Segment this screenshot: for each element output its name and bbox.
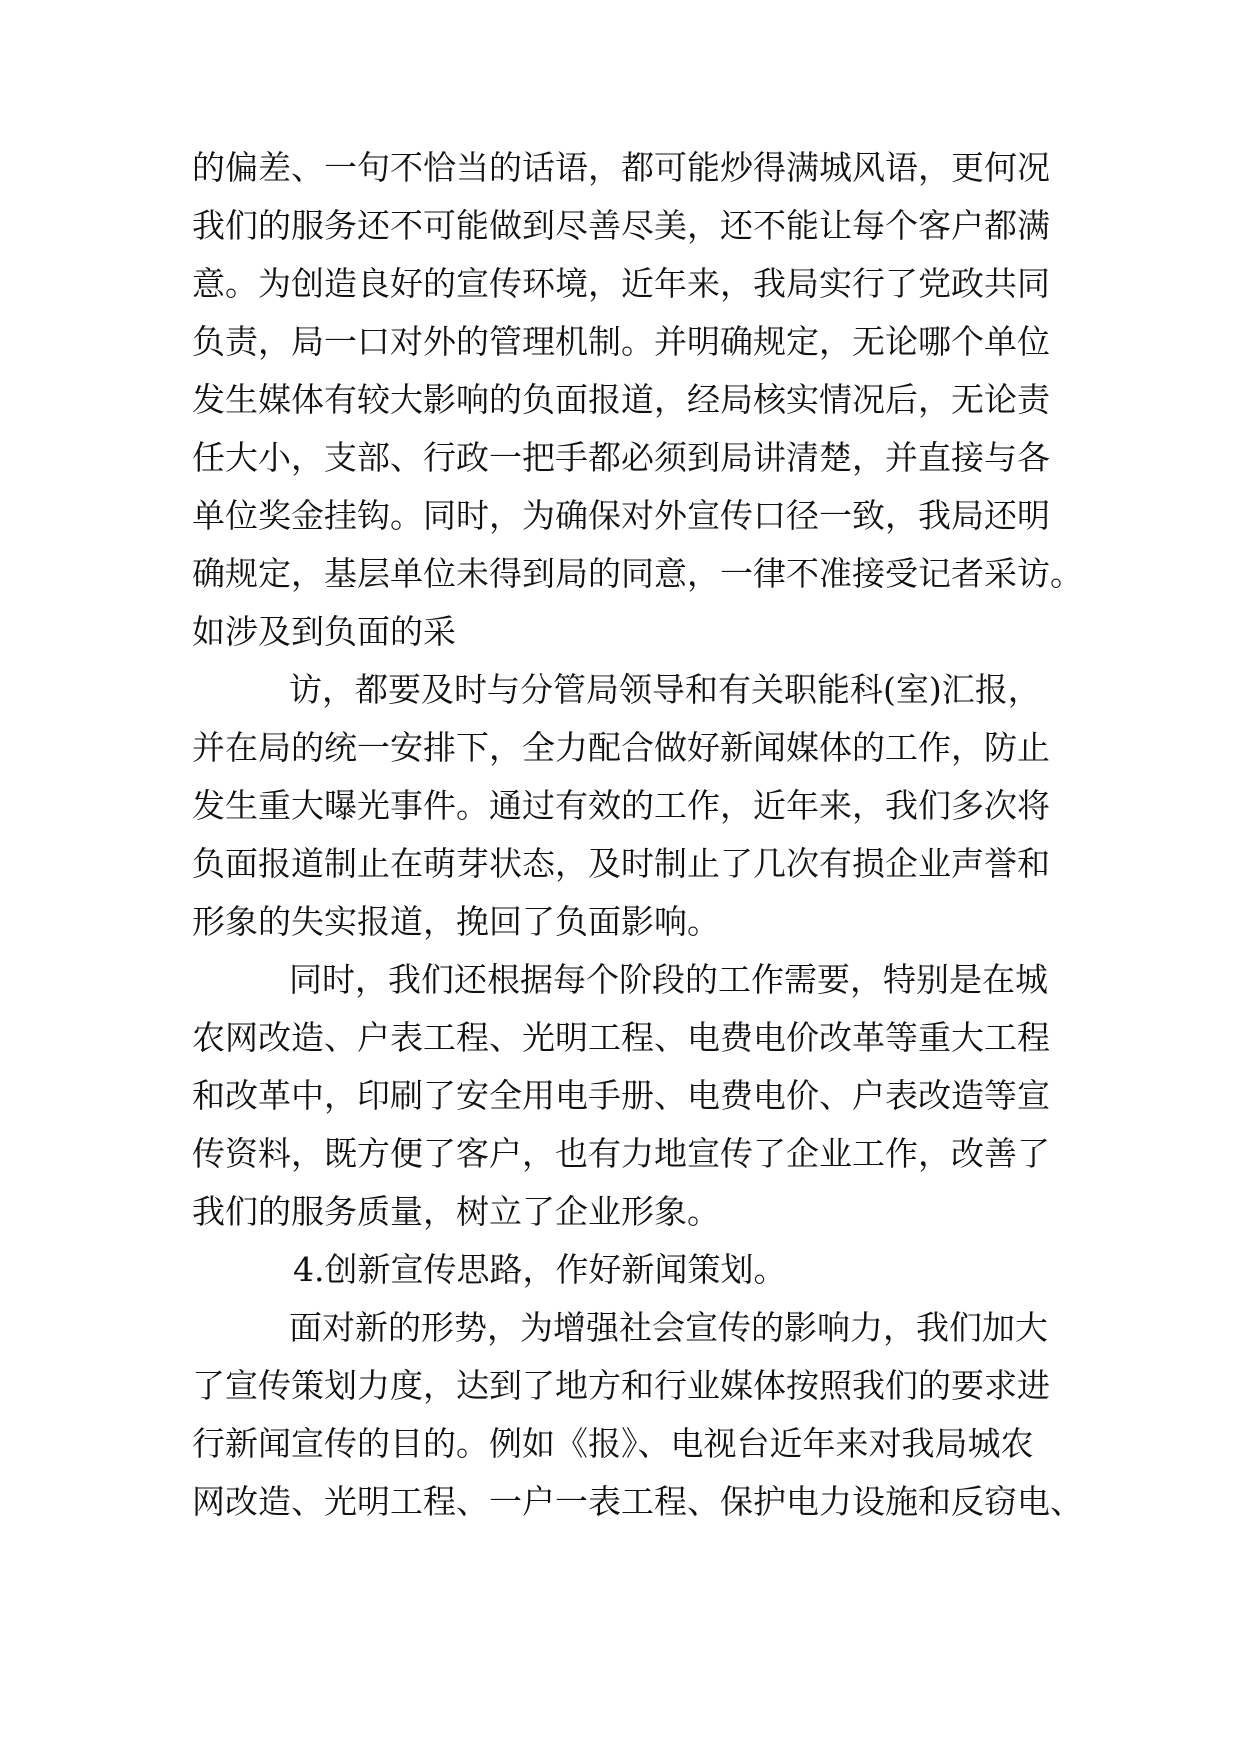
paragraph-first-line: 访，都要及时与分管局领导和有关职能科(室)汇报， — [289, 670, 1041, 709]
text-line: 的偏差、一句不恰当的话语，都可能炒得满城风语，更何况 — [192, 148, 1050, 187]
text-line: 行新闻宣传的目的。例如《报》、电视台近年来对我局城农 — [192, 1424, 1034, 1463]
text-line: 确规定，基层单位未得到局的同意，一律不准接受记者采访。 — [192, 554, 1083, 593]
text-line: 负面报道制止在萌芽状态，及时制止了几次有损企业声誉和 — [192, 844, 1050, 883]
text-line: 和改革中，印刷了安全用电手册、电费电价、户表改造等宣 — [192, 1076, 1050, 1115]
text-line: 单位奖金挂钩。同时，为确保对外宣传口径一致，我局还明 — [192, 496, 1050, 535]
text-line: 负责，局一口对外的管理机制。并明确规定，无论哪个单位 — [192, 322, 1050, 361]
text-line: 农网改造、户表工程、光明工程、电费电价改革等重大工程 — [192, 1018, 1050, 1057]
section-heading: 4.创新宣传思路，作好新闻策划。 — [293, 1250, 787, 1289]
text-line: 意。为创造良好的宣传环境，近年来，我局实行了党政共同 — [192, 264, 1050, 303]
paragraph-first-line: 同时，我们还根据每个阶段的工作需要，特别是在城 — [289, 960, 1048, 999]
text-line: 任大小，支部、行政一把手都必须到局讲清楚，并直接与各 — [192, 438, 1050, 477]
text-line: 形象的失实报道，挽回了负面影响。 — [192, 902, 720, 941]
paragraph-first-line: 面对新的形势，为增强社会宣传的影响力，我们加大 — [289, 1308, 1048, 1347]
text-line: 发生重大曝光事件。通过有效的工作，近年来，我们多次将 — [192, 786, 1050, 825]
text-line: 网改造、光明工程、一户一表工程、保护电力设施和反窃电、 — [192, 1482, 1083, 1521]
text-line: 我们的服务还不可能做到尽善尽美，还不能让每个客户都满 — [192, 206, 1050, 245]
text-line: 传资料，既方便了客户，也有力地宣传了企业工作，改善了 — [192, 1134, 1050, 1173]
text-line: 我们的服务质量，树立了企业形象。 — [192, 1192, 720, 1231]
text-line: 了宣传策划力度，达到了地方和行业媒体按照我们的要求进 — [192, 1366, 1050, 1405]
text-line: 发生媒体有较大影响的负面报道，经局核实情况后，无论责 — [192, 380, 1050, 419]
text-line: 如涉及到负面的采 — [192, 612, 456, 651]
text-line: 并在局的统一安排下，全力配合做好新闻媒体的工作，防止 — [192, 728, 1050, 767]
